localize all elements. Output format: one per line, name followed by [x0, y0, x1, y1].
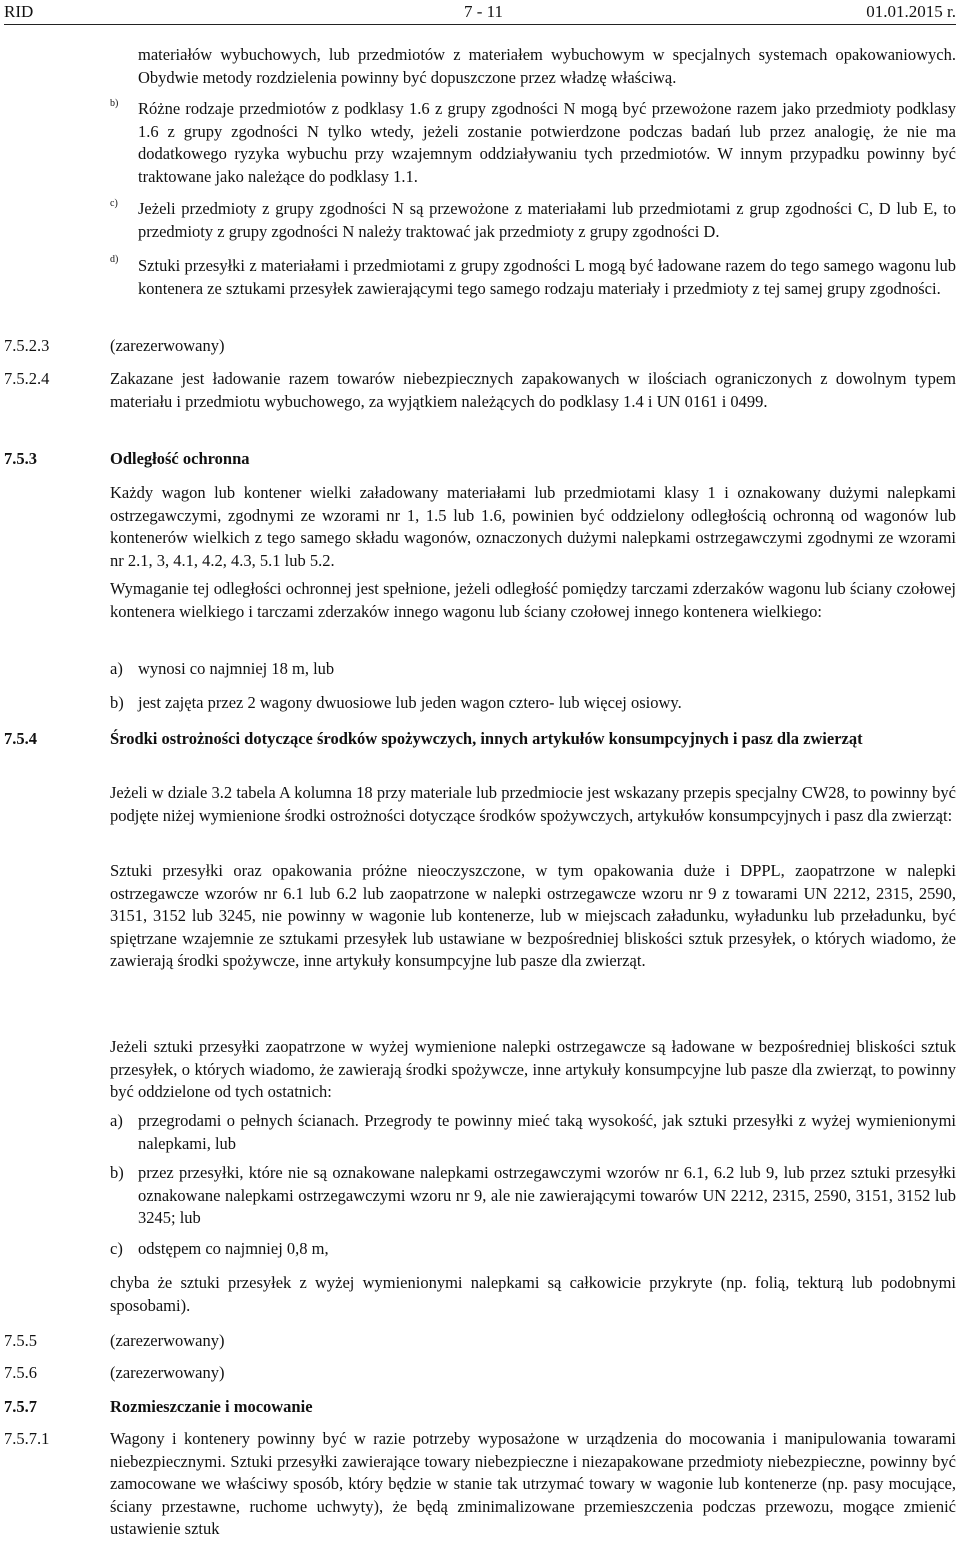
item-marker: b)	[110, 693, 124, 712]
section-paragraph: Sztuki przesyłki oraz opakowania próżne nieoczyszczone, w tym opakowania duże i DPPL, zaopatrzone w nalepki ostrzegawcze wzorów nr 6.1 lub 6.2 lub zaopatrzone w nalepki ostrzegawcze wzoru nr 9 z towarami UN 2212, 2315, 2590, 3151, 3152 lub 3245, nie powinny w wagonie lub kontenerze, lub w miejscach załadunku, wyładunku lub przeładunku, być spiętrzane wzajemnie ze sztukami przesyłek lub ustawiane w bezpośredniej bliskości sztuk przesyłek, o których wiadomo, że zawierają środki spożywcze, inne artykuły konsumpcyjne lub pasze dla zwierząt.	[110, 861, 956, 970]
section-reserved-text: (zarezerwowany)	[110, 1331, 225, 1350]
paragraph-intro-d: Sztuki przesyłki z materiałami i przedmiotami z grupy zgodności L mogą być ładowane razem do tego samego wagonu lub kontenera ze sztukami przesyłek zawierającymi tego samego rodzaju materiały i przedmioty z tej samej grupy zgodności.	[138, 256, 956, 298]
section-paragraph: Wymaganie tej odległości ochronnej jest spełnione, jeżeli odległość pomiędzy tarczami zderzaków wagonu lub ściany czołowej kontenera wielkiego i tarczami zderzaków innego wagonu lub ściany czołowej innego kontenera wielkiego:	[110, 579, 956, 621]
section-paragraph: Zakazane jest ładowanie razem towarów niebezpiecznych zapakowanych w ilościach ograniczonych z dowolnym typem materiału i przedmiotu wybuchowego, za wyjątkiem należących do podklasy 1.4 i UN 0161 i 0499.	[110, 369, 956, 411]
paragraph-intro-b: Różne rodzaje przedmiotów z podklasy 1.6 z grupy zgodności N mogą być przewożone razem jako przedmioty podklasy 1.6 z grupy zgodności N tylko wtedy, jeżeli zostanie potwierdzone podczas badań lub przez analogię, że nie ma dodatkowego ryzyka wybuchu przy wzajemnym oddziaływaniu tych przedmiotów. W innym przypadku powinny być traktowane jako należące do podklasy 1.1.	[138, 99, 956, 186]
paragraph-intro-continuation: materiałów wybuchowych, lub przedmiotów z materiałem wybuchowym w specjalnych systemach opakowaniowych. Obydwie metody rozdzielenia powinny być dopuszczone przez władzę właściwą.	[138, 45, 956, 87]
item-marker: b)	[110, 1163, 124, 1182]
item-marker: d)	[110, 254, 119, 265]
header-page-number: 7 - 11	[464, 2, 504, 21]
page-header	[4, 0, 956, 25]
list-item: przegrodami o pełnych ścianach. Przegrody te powinny mieć taką wysokość, jak sztuki przesyłki z wyżej wymienionymi nalepkami, lub	[138, 1111, 956, 1153]
section-paragraph: Jeżeli w dziale 3.2 tabela A kolumna 18 przy materiale lub przedmiocie jest wskazany przepis specjalny CW28, to powinny być podjęte niżej wymienione środki ostrożności dotyczące środków spożywczych, artykułów konsumpcyjnych i pasz dla zwierząt:	[110, 783, 956, 825]
section-number: 7.5.2.3	[4, 336, 50, 355]
section-reserved-text: (zarezerwowany)	[110, 1363, 225, 1382]
header-date: 01.01.2015 r.	[866, 2, 956, 21]
section-heading: Rozmieszczanie i mocowanie	[110, 1397, 313, 1416]
section-number: 7.5.2.4	[4, 369, 50, 388]
list-item: odstępem co najmniej 0,8 m,	[138, 1239, 329, 1258]
section-heading: Środki ostrożności dotyczące środków spożywczych, innych artykułów konsumpcyjnych i pasz dla zwierząt	[110, 729, 863, 748]
section-paragraph: Jeżeli sztuki przesyłki zaopatrzone w wyżej wymienione nalepki ostrzegawcze są ładowane w bezpośredniej bliskości sztuk przesyłek, o których wiadomo, że zawierają środki spożywcze, inne artykuły konsumpcyjne lub pasze dla zwierząt, to powinny być oddzielone od tych ostatnich:	[110, 1037, 956, 1101]
list-item: przez przesyłki, które nie są oznakowane nalepkami ostrzegawczymi wzorów nr 6.1, 6.2 lub 9, lub przez sztuki przesyłki oznakowane nalepkami ostrzegawczymi wzoru nr 9, ale nie zawierającymi towarów UN 2212, 2315, 2590, 3151, 3152 lub 3245; lub	[138, 1163, 956, 1227]
section-paragraph: Wagony i kontenery powinny być w razie potrzeby wyposażone w urządzenia do mocowania i manipulowania towarami niebezpiecznymi. Sztuki przesyłki zawierające towary niebezpieczne i niezapakowane przedmioty niebezpieczne, powinny być zamocowane we właściwy sposób, który będzie w stanie tak utrzymać towary w wagonie lub kontenerze (np. pasy mocujące, ściany przestawne, ruchome uchwyty), że będą zminimalizowane przemieszczenia podczas przewozu, mogące zmienić ustawienie sztuk	[110, 1429, 956, 1538]
section-reserved-text: (zarezerwowany)	[110, 336, 225, 355]
item-marker: c)	[110, 198, 118, 209]
section-paragraph: chyba że sztuki przesyłek z wyżej wymienionymi nalepkami są całkowicie przykryte (np. folią, tekturą lub podobnymi sposobami).	[110, 1273, 956, 1315]
section-number: 7.5.5	[4, 1331, 37, 1350]
paragraph-intro-c: Jeżeli przedmioty z grupy zgodności N są przewożone z materiałami lub przedmiotami z grup zgodności C, D lub E, to przedmioty z grupy zgodności N należy traktować jak przedmioty z grupy zgodności D.	[138, 199, 956, 241]
section-number: 7.5.7	[4, 1397, 37, 1416]
item-marker: b)	[110, 98, 119, 109]
section-paragraph: Każdy wagon lub kontener wielki załadowany materiałami lub przedmiotami klasy 1 i oznakowany dużymi nalepkami ostrzegawczymi, zgodnymi ze wzorami nr 1, 1.5 lub 1.6, powinien być oddzielony odległością ochronną od wagonów lub kontenerów wielkich z tego samego składu wagonów, oznaczonych dużymi nalepkami ostrzegawczymi zgodnymi ze wzorami nr 2.1, 3, 4.1, 4.2, 4.3, 5.1 lub 5.2.	[110, 483, 956, 570]
section-number: 7.5.7.1	[4, 1429, 50, 1448]
item-marker: a)	[110, 659, 123, 678]
item-marker: c)	[110, 1239, 123, 1258]
section-number: 7.5.3	[4, 449, 37, 468]
item-marker: a)	[110, 1111, 123, 1130]
header-publication: RID	[4, 2, 34, 21]
section-heading: Odległość ochronna	[110, 449, 250, 468]
list-item: wynosi co najmniej 18 m, lub	[138, 659, 335, 678]
list-item: jest zajęta przez 2 wagony dwuosiowe lub jeden wagon cztero- lub więcej osiowy.	[138, 693, 682, 712]
section-number: 7.5.4	[4, 729, 37, 748]
section-number: 7.5.6	[4, 1363, 37, 1382]
